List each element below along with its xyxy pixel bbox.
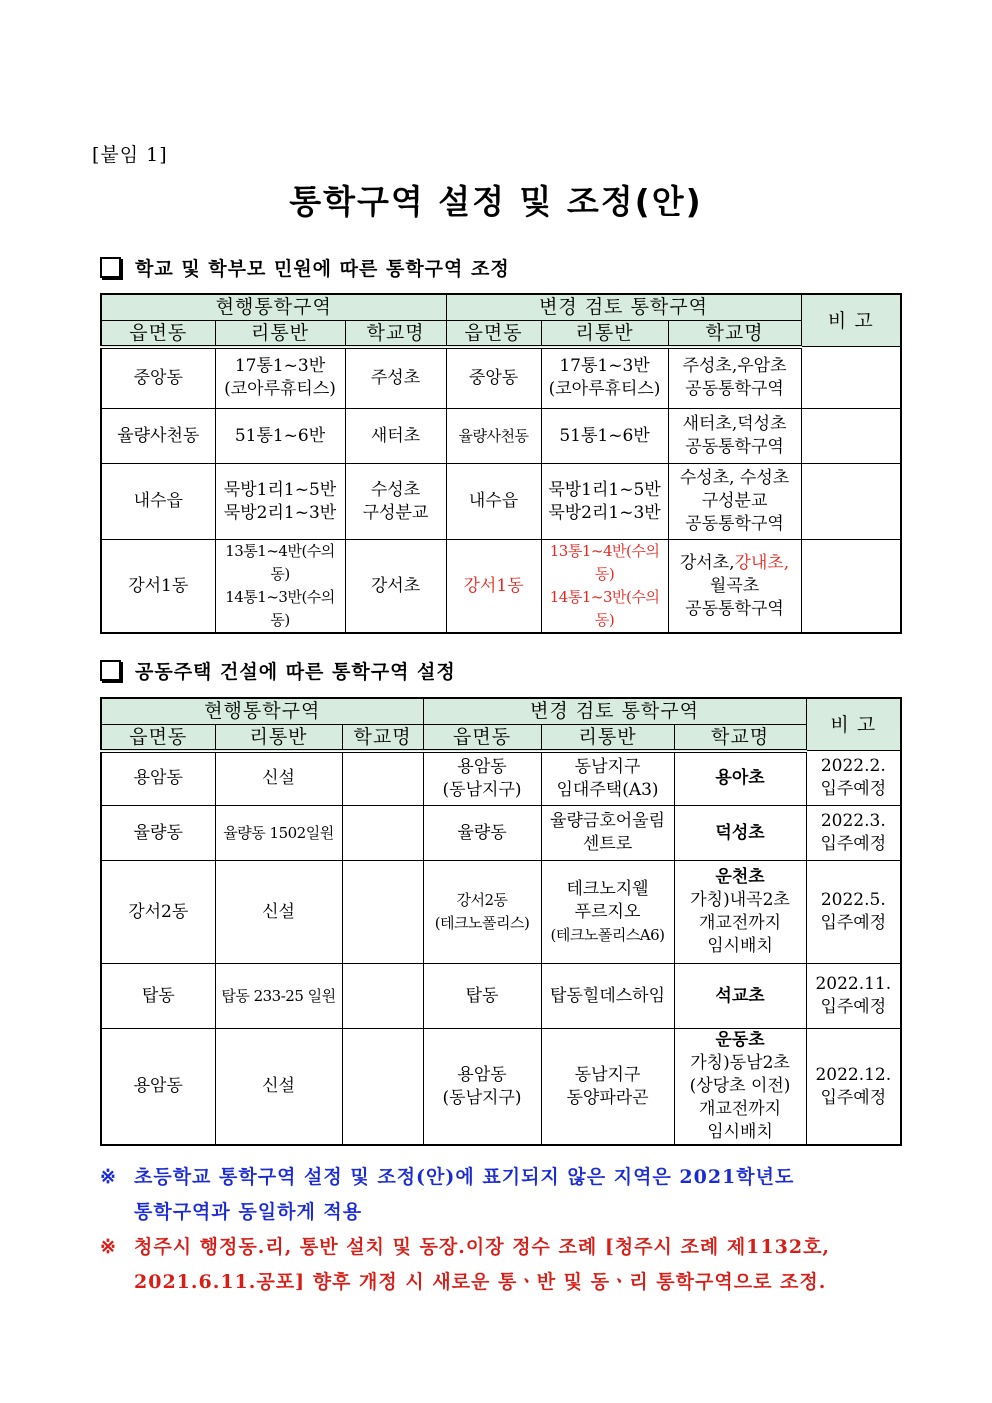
cell-school: 새터초,덕성초 공동통학구역 [668, 409, 801, 464]
cell-school: 강서초 [345, 540, 446, 634]
cell-school [342, 806, 423, 861]
cell-ri: 17통1~3반 (코아루휴티스) [215, 347, 345, 409]
cell-ri: 13통1~4반(수의동) 14통1~3반(수의동) [541, 540, 668, 634]
col-header-school: 학교명 [668, 320, 801, 347]
table-row [101, 806, 901, 861]
cell-remark [801, 347, 901, 409]
cell-school: 석교초 [674, 964, 806, 1029]
cell-dong: 내수읍 [101, 464, 215, 540]
cell-dong: 율량사천동 [446, 409, 541, 464]
attachment-label: [붙임 1] [92, 144, 168, 166]
table-row [101, 347, 901, 409]
cell-ri: 13통1~4반(수의동) 14통1~3반(수의동) [215, 540, 345, 634]
cell-ri: 묵방1리1~5반 묵방2리1~3반 [541, 464, 668, 540]
table-row [101, 540, 901, 634]
cell-dong: 강서2동 [101, 861, 215, 964]
col-header-school: 학교명 [342, 724, 423, 751]
cell-ri: 51통1~6반 [215, 409, 345, 464]
cell-school: 주성초,우암초 공동통학구역 [668, 347, 801, 409]
col-header-dong: 읍면동 [423, 724, 541, 751]
cell-school: 운동초 가칭)동남2초 (상당초 이전) 개교전까지 임시배치 [674, 1029, 806, 1146]
cell-dong: 강서1동 [101, 540, 215, 634]
checkbox-icon [100, 660, 121, 681]
cell-ri: 신설 [215, 751, 342, 806]
cell-school: 수성초 구성분교 [345, 464, 446, 540]
new-housing-table [100, 697, 902, 1146]
section-heading-housing [100, 657, 456, 684]
cell-dong: 중앙동 [101, 347, 215, 409]
group-header-current: 현행통학구역 [101, 294, 446, 320]
col-header-ri: 리통반 [541, 320, 668, 347]
group-header-current: 현행통학구역 [101, 698, 423, 724]
note-default-area [100, 1160, 900, 1230]
cell-school: 덕성초 [674, 806, 806, 861]
col-header-dong: 읍면동 [446, 320, 541, 347]
cell-school: 운천초 가칭)내곡2초 개교전까지 임시배치 [674, 861, 806, 964]
cell-remark: 2022.5. 입주예정 [806, 861, 901, 964]
cell-ri: 묵방1리1~5반 묵방2리1~3반 [215, 464, 345, 540]
note-text: 초등학교 통학구역 설정 및 조정(안)에 표기되지 않은 지역은 2021학년도 [134, 1166, 795, 1188]
cell-dong: 용암동 [101, 1029, 215, 1146]
checkbox-icon [100, 257, 121, 278]
cell-school [342, 964, 423, 1029]
cell-dong: 율량동 [423, 806, 541, 861]
col-header-ri: 리통반 [215, 724, 342, 751]
cell-school [342, 1029, 423, 1146]
remarks-header: 비 고 [806, 698, 901, 751]
cell-dong: 용암동 (동남지구) [423, 1029, 541, 1146]
remarks-header: 비 고 [801, 294, 901, 347]
cell-school: 수성초, 수성초 구성분교 공동통학구역 [668, 464, 801, 540]
group-header-change: 변경 검토 통학구역 [423, 698, 806, 724]
adjustment-table [100, 293, 902, 634]
cell-school: 새터초 [345, 409, 446, 464]
table-row [101, 1029, 901, 1146]
cell-school: 주성초 [345, 347, 446, 409]
page-title: 통학구역 설정 및 조정(안) [289, 182, 703, 221]
section-heading-text: 학교 및 학부모 민원에 따른 통학구역 조정 [135, 258, 510, 280]
cell-school [342, 861, 423, 964]
cell-dong: 용암동 (동남지구) [423, 751, 541, 806]
cell-ri: 동남지구 동양파라곤 [541, 1029, 674, 1146]
cell-dong: 내수읍 [446, 464, 541, 540]
cell-ri: 17통1~3반 (코아루휴티스) [541, 347, 668, 409]
cell-ri: 탑동 233-25 일원 [215, 964, 342, 1029]
reference-mark-icon: ※ [100, 1236, 117, 1258]
col-header-school: 학교명 [345, 320, 446, 347]
cell-ri: 신설 [215, 861, 342, 964]
note-text: 통학구역과 동일하게 적용 [134, 1201, 363, 1223]
table-row [101, 751, 901, 806]
cell-ri: 율량금호어울림 센트로 [541, 806, 674, 861]
cell-remark: 2022.2. 입주예정 [806, 751, 901, 806]
col-header-ri: 리통반 [541, 724, 674, 751]
note-text: 청주시 행정동․리, 통반 설치 및 동장․이장 정수 조례 [청주시 조례 제1132호, [134, 1236, 831, 1258]
col-header-ri: 리통반 [215, 320, 345, 347]
col-header-school: 학교명 [674, 724, 806, 751]
table-row [101, 964, 901, 1029]
cell-remark [801, 409, 901, 464]
cell-school: 강서초,강내초, 월곡초 공동통학구역 [668, 540, 801, 634]
table-row [101, 464, 901, 540]
cell-dong: 강서2동 (테크노폴리스) [423, 861, 541, 964]
note-ordinance [100, 1230, 900, 1300]
cell-ri: 동남지구 임대주택(A3) [541, 751, 674, 806]
table-row [101, 409, 901, 464]
col-header-dong: 읍면동 [101, 320, 215, 347]
section-heading-text: 공동주택 건설에 따른 통학구역 설정 [135, 661, 456, 683]
col-header-dong: 읍면동 [101, 724, 215, 751]
cell-ri: 신설 [215, 1029, 342, 1146]
cell-remark: 2022.11. 입주예정 [806, 964, 901, 1029]
cell-dong: 중앙동 [446, 347, 541, 409]
cell-dong: 탑동 [423, 964, 541, 1029]
cell-ri: 51통1~6반 [541, 409, 668, 464]
cell-dong: 율량동 [101, 806, 215, 861]
cell-ri: 율량동 1502일원 [215, 806, 342, 861]
cell-remark [801, 464, 901, 540]
cell-remark [801, 540, 901, 634]
cell-dong: 탑동 [101, 964, 215, 1029]
cell-school [342, 751, 423, 806]
reference-mark-icon: ※ [100, 1166, 117, 1188]
section-heading-complaints [100, 254, 510, 281]
cell-remark: 2022.12. 입주예정 [806, 1029, 901, 1146]
cell-remark: 2022.3. 입주예정 [806, 806, 901, 861]
cell-dong: 율량사천동 [101, 409, 215, 464]
cell-ri: 탑동힐데스하임 [541, 964, 674, 1029]
cell-school: 용아초 [674, 751, 806, 806]
cell-dong: 용암동 [101, 751, 215, 806]
cell-ri: 테크노지웰 푸르지오 (테크노폴리스A6) [541, 861, 674, 964]
table-row [101, 861, 901, 964]
cell-dong: 강서1동 [446, 540, 541, 634]
group-header-change: 변경 검토 통학구역 [446, 294, 801, 320]
note-text: 2021.6.11.공포] 향후 개정 시 새로운 통ㆍ반 및 동ㆍ리 통학구역으로 조정. [134, 1271, 827, 1293]
